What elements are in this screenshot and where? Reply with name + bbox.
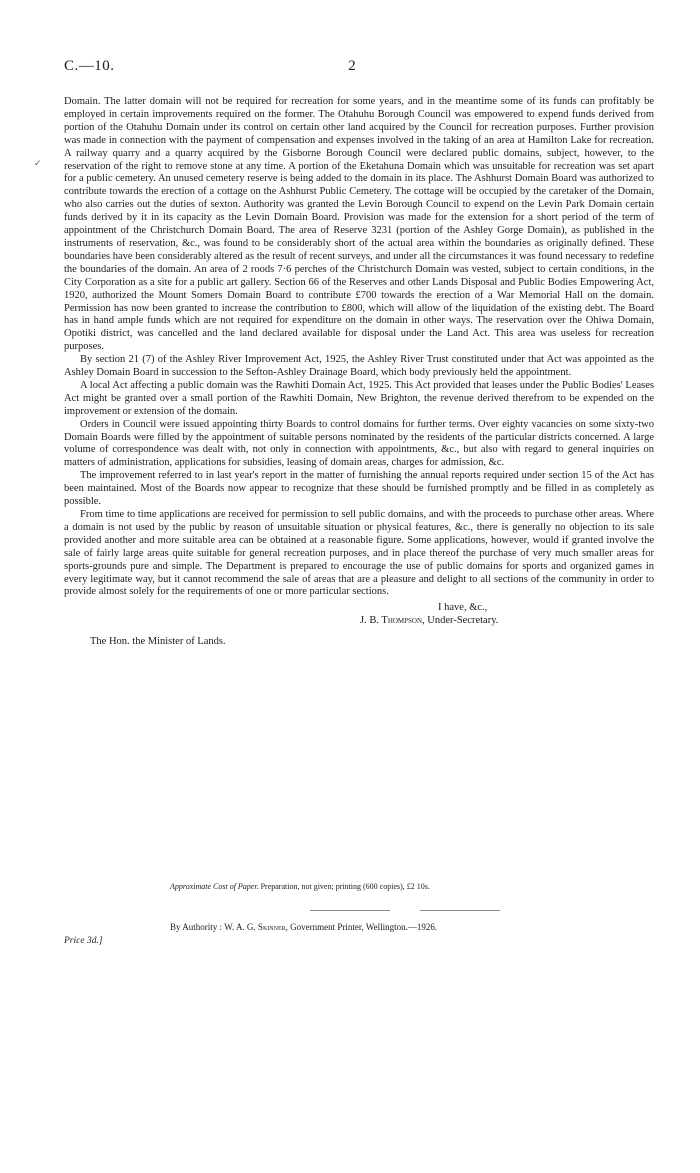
- cost-label: Approximate Cost of Paper.: [170, 882, 259, 891]
- price-label: Price 3d.]: [64, 936, 103, 946]
- closing-salutation: I have, &c.,: [438, 602, 488, 614]
- divider-rules: [310, 910, 510, 911]
- divider-right: [420, 910, 500, 911]
- paragraph-rawhiti: A local Act affecting a public domain was the Rawhiti Domain Act, 1925. This Act provided that leases under the Public Bodies' Leases Act might be granted over a small portion of the Rawhiti Domain, New Brighton, the revenue derived therefrom to be expended on the improvement or extension of the domain.: [64, 379, 654, 417]
- paragraph-annual-reports: The improvement referred to in last year's report in the matter of furnishing the annual reports required under section 15 of the Act has been maintained. Most of the Boards now appear to recognize that these should be furnished promptly and be filled in as completely as possible.: [64, 470, 654, 508]
- printer-name: W. A. G. Skinner,: [224, 922, 288, 932]
- signature-title: Under-Secretary.: [427, 615, 499, 627]
- authority-suffix: Government Printer, Wellington.—1926.: [290, 922, 438, 932]
- margin-mark: ✓: [34, 158, 42, 168]
- cost-detail: Preparation, not given; printing (600 copies), £2 10s.: [260, 882, 430, 891]
- paragraph-orders-in-council: Orders in Council were issued appointing thirty Boards to control domains for further terms. Over eighty vacancies on some sixty-two Domain Boards were filled by the appointment of suitable persons nominated by the residents of the particular districts concerned. A large volume of correspondence was dealt with, not only in connection with appointments, &c., but also with regard to general inquiries on matters of administration, applications for subsidies, leasing of domain areas, charges for admission, &c.: [64, 418, 654, 469]
- divider-left: [310, 910, 390, 911]
- cost-of-paper: [170, 882, 650, 891]
- signature-name: J. B. Thompson,: [360, 615, 425, 627]
- paragraph-ashley-river: By section 21 (7) of the Ashley River Improvement Act, 1925, the Ashley River Trust constituted under that Act was appointed as the Ashley Domain Board in succession to the Sefton-Ashley Drainage Board, which body previously held the appointment.: [64, 354, 654, 379]
- paragraph-sale-applications: From time to time applications are received for permission to sell public domains, and with the proceeds to purchase other areas. Where a domain is not used by the public by reason of unsuitable situation or physical features, &c., there is generally no objection to its sale provided another and more suitable area can be obtained at a reasonable figure. Some applications, however, would if granted involve the sale of fairly large areas quite suitable for general recreation purposes, and in place thereof the purchase of very much smaller areas for sports-grounds pure and simple. The Department is prepared to encourage the use of public domains for sports and organized games in every legitimate way, but it cannot recommend the sale of areas that are a pleasure and delight to all sections of the community in order to provide almost solely for the requirements of one or more particular sections.: [64, 509, 654, 598]
- page-header: [64, 58, 640, 78]
- authority-prefix: By Authority :: [170, 922, 223, 932]
- signature-block: [64, 614, 654, 627]
- document-reference: C.—10.: [64, 58, 115, 74]
- page-number: 2: [348, 58, 356, 74]
- addressee: The Hon. the Minister of Lands.: [90, 636, 226, 648]
- printer-authority: [170, 922, 650, 932]
- report-body: [64, 96, 654, 648]
- paragraph-domains: Domain. The latter domain will not be required for recreation for some years, and in the meantime some of its funds can profitably be employed in certain improvements required on the former. The Otahuhu Borough Council was empowered to expend funds derived from portion of the Otahuhu Domain under its control on certain other land acquired by the Council for recreation purposes. Further provision was made in connection with the payment of compensation and expenses involved in the taking of an area at Hamilton Lake for recreation. A railway quarry and a quarry acquired by the Gisborne Borough Council were declared public domains, subject, however, to the reservation of the right to remove stone at any time. A portion of the Eketahuna Domain which was unsuitable for recreation was set apart for a public cemetery. An unused cemetery reserve is being added to the domain in its place. The Ashhurst Domain Board was authorized to contribute towards the erection of a cottage on the Ashhurst Public Cemetery. The cottage will be occupied by the caretaker of the Domain, who also carries out the duties of sexton. Authority was granted the Levin Borough Council to expend on the Levin Park Domain certain funds derived by it in its capacity as the Levin Domain Board. Provision was made for the extension for a short period of the term of appointment of the Christchurch Domain Board. The area of Reserve 3231 (portion of the Ashley Gorge Domain), as published in the instruments of reservation, &c., was found to be considerably short of the actual area within the boundaries as originally defined. These boundaries have been considerably altered as the result of recent surveys, and under all the circumstances it was found necessary to redefine the boundaries of the domain. An area of 2 roods 7·6 perches of the Christchurch Domain was vested, subject to certain conditions, in the City Corporation as a site for a public art gallery. Section 66 of the Reserves and other Lands Disposal and Public Bodies Empowering Act, 1920, authorized the Mount Somers Domain Board to contribute £700 towards the erection of a War Memorial Hall on the domain. Permission has now been granted to increase the contribution to £800, which will allow of the liquidation of the existing debt. The Board has in hand ample funds which are not required for expenditure on the domain in other ways. The reservation over the Ohiwa Domain, Opotiki district, was cancelled and the land declared available for disposal under the Land Act. This area was useless for recreation purposes.: [64, 96, 654, 353]
